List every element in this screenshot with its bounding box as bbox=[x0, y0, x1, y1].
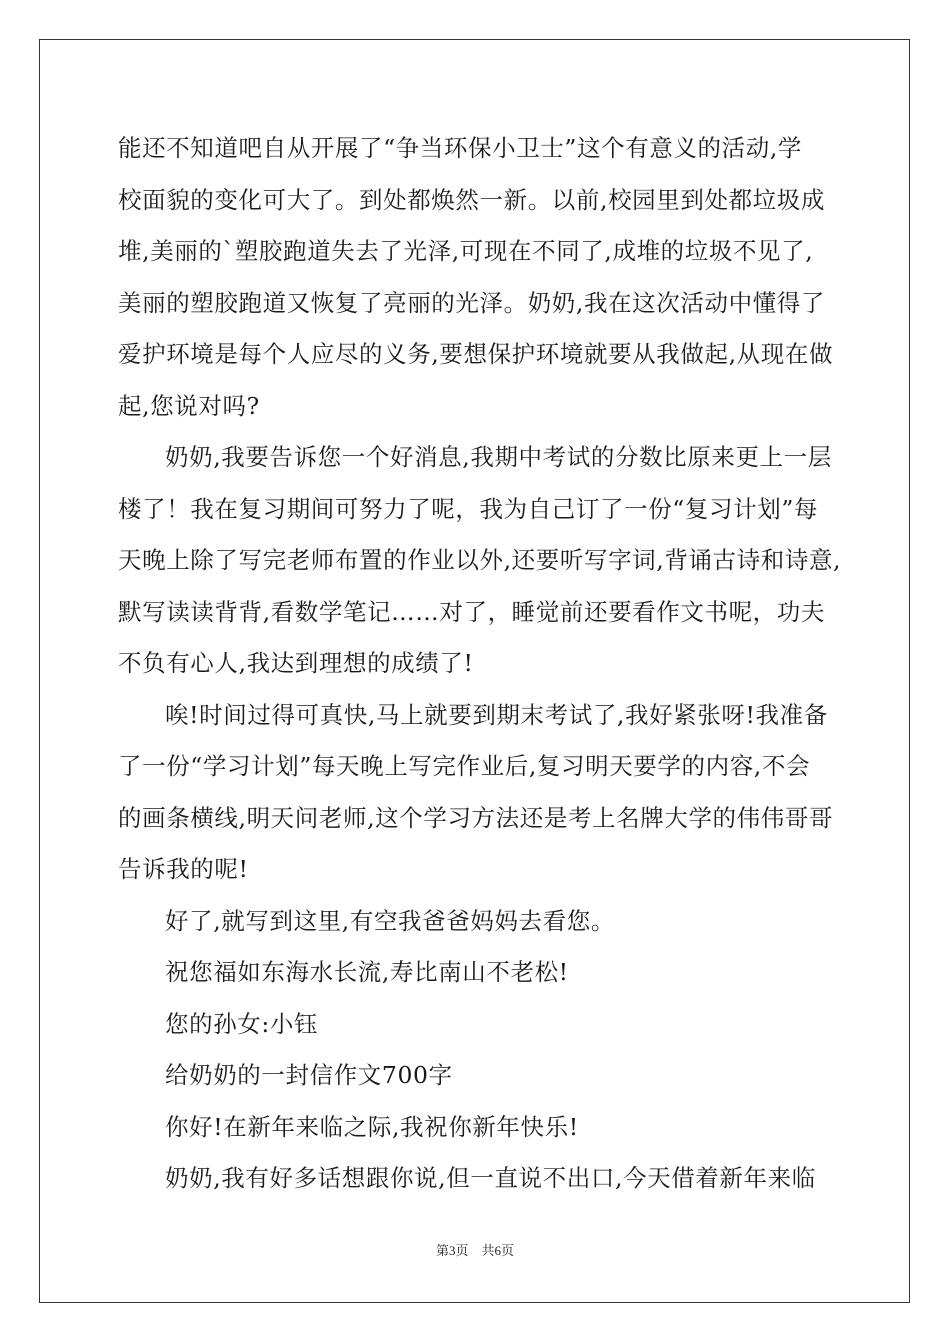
text-line: 了一份“学习计划”每天晚上写完作业后,复习明天要学的内容,不会 bbox=[118, 752, 811, 780]
text-line: 的画条横线,明天问老师,这个学习方法还是考上名牌大学的伟伟哥哥 bbox=[118, 803, 834, 832]
paragraph-start-line: 唉!时间过得可真快,马上就要到期末考试了,我好紧张呀!我准备 bbox=[165, 700, 828, 729]
text-line: 天晚上除了写完老师布置的作业以外,还要听写字词,背诵古诗和诗意, bbox=[118, 546, 842, 574]
paragraph-start-line: 奶奶,我要告诉您一个好消息,我期中考试的分数比原来更上一层 bbox=[165, 443, 832, 471]
text-line: 告诉我的呢! bbox=[118, 855, 249, 883]
essay-title: 给奶奶的一封信作文700字 bbox=[165, 1061, 453, 1089]
greeting-line: 你好!在新年来临之际,我祝你新年快乐! bbox=[165, 1112, 579, 1141]
paragraph-start-line: 好了,就写到这里,有空我爸爸妈妈去看您。 bbox=[165, 906, 615, 935]
text-line: 不负有心人,我达到理想的成绩了! bbox=[118, 649, 474, 677]
blessing-line: 祝您福如东海水长流,寿比南山不老松! bbox=[165, 958, 569, 986]
text-line: 校面貌的变化可大了。到处都焕然一新。以前,校园里到处都垃圾成 bbox=[118, 185, 825, 214]
text-line: 堆,美丽的`塑胶跑道失去了光泽,可现在不同了,成堆的垃圾不见了, bbox=[118, 237, 814, 265]
paragraph-start-line: 奶奶,我有好多话想跟你说,但一直说不出口,今天借着新年来临 bbox=[165, 1164, 816, 1192]
text-line: 楼了！我在复习期间可努力了呢，我为自己订了一份“复习计划”每 bbox=[118, 494, 819, 523]
text-line: 爱护环境是每个人应尽的义务,要想保护环境就要从我做起,从现在做 bbox=[118, 340, 834, 368]
text-line: 能还不知道吧自从开展了“争当环保小卫士”这个有意义的活动,学 bbox=[118, 134, 802, 162]
signature-line: 您的孙女:小钰 bbox=[165, 1009, 319, 1038]
text-line: 美丽的塑胶跑道又恢复了亮丽的光泽。奶奶,我在这次活动中懂得了 bbox=[118, 288, 825, 317]
page-number: 第3页 共6页 bbox=[435, 1243, 514, 1258]
text-line: 默写读读背背,看数学笔记……对了，睡觉前还要看作文书呢，功夫 bbox=[118, 597, 825, 626]
letter-body bbox=[118, 128, 842, 1210]
text-line: 起,您说对吗? bbox=[118, 391, 260, 420]
